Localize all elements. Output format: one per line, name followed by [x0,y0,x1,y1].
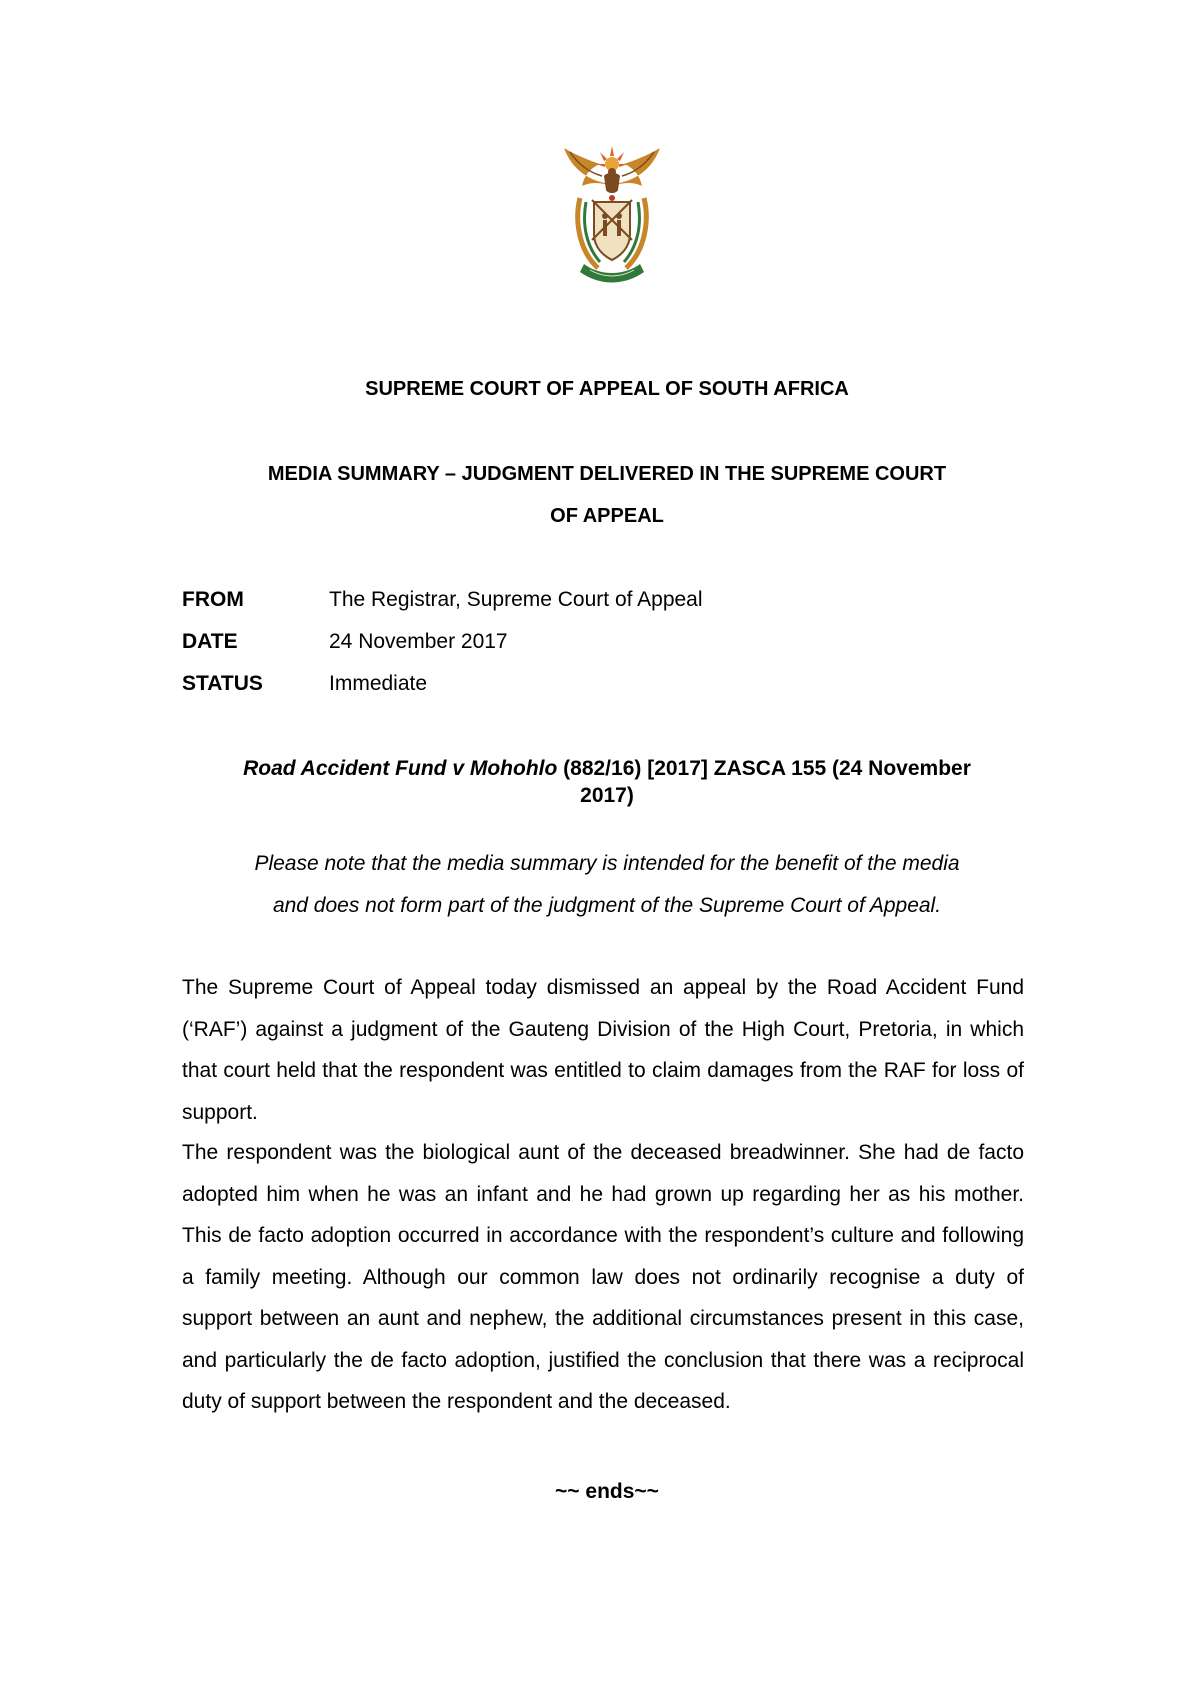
summary-paragraph-2: The respondent was the biological aunt of the deceased breadwinner. She had de facto adopted him when he was an infant and he had grown up regarding her as his mother. This de facto adoption occurred in accordance with the respondent’s culture and following a family meeting. Although our common law does not ordinarily recognise a duty of support between an aunt and nephew, the additional circumstances present in this case, and particularly the de facto adoption, justified the conclusion that there was a reciprocal duty of support between the respondent and the deceased. [182,1141,1024,1413]
date-label: DATE [182,630,238,653]
document-title-line-2: OF APPEAL [550,505,664,527]
case-name: Road Accident Fund v Mohohlo [243,757,558,780]
status-label: STATUS [182,672,263,695]
summary-paragraph-1: The Supreme Court of Appeal today dismissed an appeal by the Road Accident Fund (‘RAF’) against a judgment of the Gauteng Division of the High Court, Pretoria, in which that court held that the respondent was entitled to claim damages from the RAF for loss of support. [182,976,1024,1124]
status-value: Immediate [329,672,428,695]
court-name-heading: SUPREME COURT OF APPEAL OF SOUTH AFRICA [365,378,849,400]
disclaimer-line-1: Please note that the media summary is intended for the benefit of the media [254,852,960,875]
disclaimer-line-2: and does not form part of the judgment of the Supreme Court of Appeal. [272,894,942,917]
document-title-line-1: MEDIA SUMMARY – JUDGMENT DELIVERED IN THE SUPREME COURT [267,463,947,485]
case-citation-line-1 [182,757,1032,781]
from-value: The Registrar, Supreme Court of Appeal [329,588,703,611]
case-citation-rest: (882/16) [2017] ZASCA 155 (24 November [557,757,971,780]
date-value: 24 November 2017 [329,630,508,653]
ends-marker: ~~ ends~~ [555,1480,659,1503]
case-citation-line-2: 2017) [580,784,634,807]
coat-of-arms-emblem [560,142,664,292]
from-label: FROM [182,588,244,611]
